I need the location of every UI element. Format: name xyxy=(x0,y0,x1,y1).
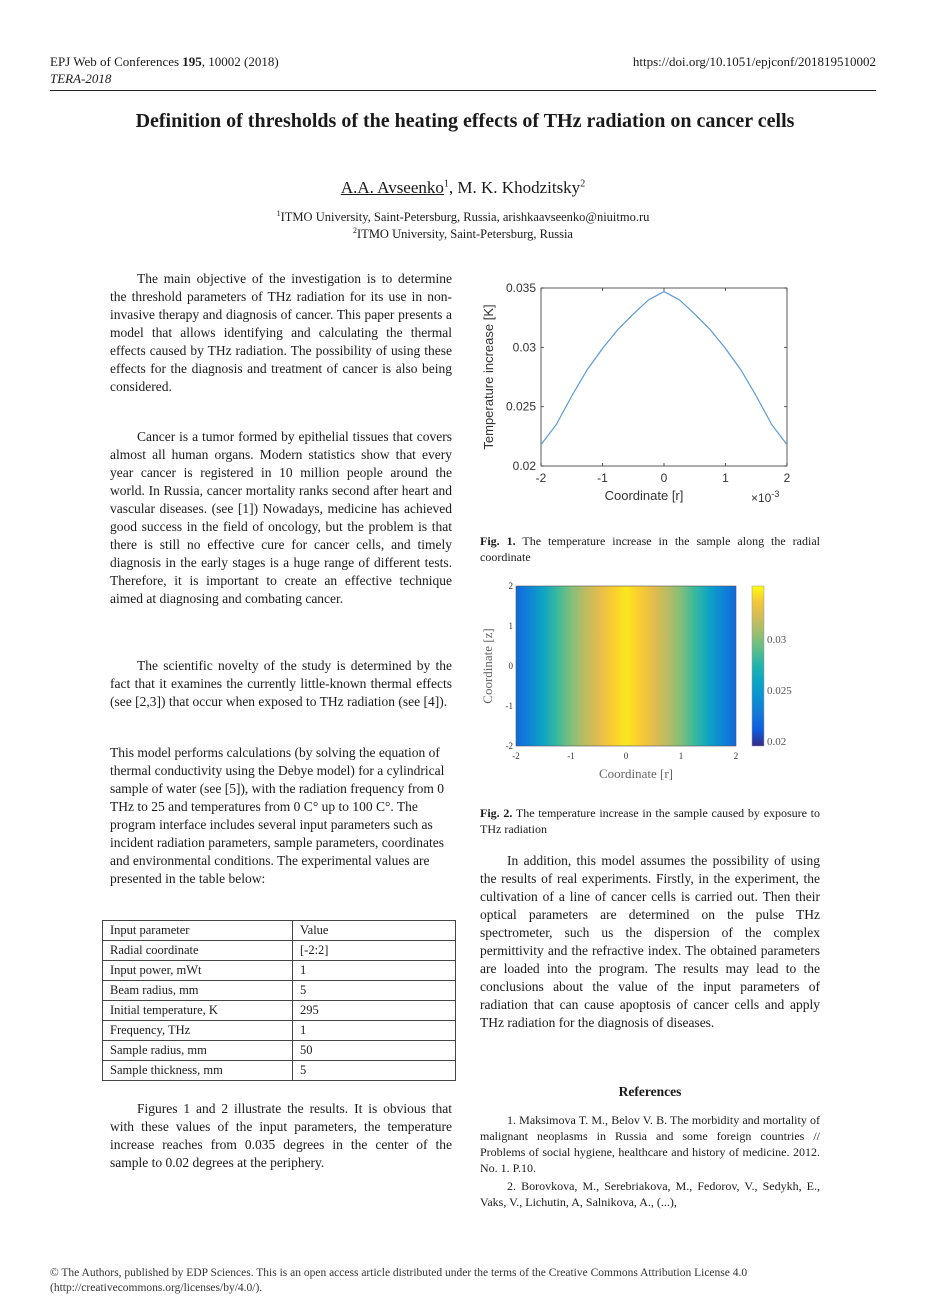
fig2-x-tick-label: 2 xyxy=(733,751,739,761)
fig1-x-multiplier xyxy=(751,489,779,505)
fig2-y-tick-label: 0 xyxy=(508,661,513,671)
fig1-axes-box xyxy=(541,288,787,466)
table-header-row xyxy=(103,921,456,941)
fig1-x-tick-label: 0 xyxy=(660,471,668,485)
fig1-y-axis-label: Temperature increase [K] xyxy=(481,304,496,450)
conference-name: TERA-2018 xyxy=(50,71,112,86)
table-cell: 5 xyxy=(293,1061,456,1081)
table-cell: 50 xyxy=(293,1041,456,1061)
table-cell: Initial temperature, K xyxy=(103,1001,293,1021)
license-footer: © The Authors, published by EDP Sciences. This is an open access article distributed under the terms of the Creative Commons Attribution License 4.0 (http://creativecommons.org/licenses/by/4.0/). xyxy=(50,1267,748,1294)
fig1-y-tick-label: 0.02 xyxy=(512,459,536,473)
fig2-y-tick-label: 2 xyxy=(508,581,513,591)
figure-2-caption xyxy=(480,805,820,837)
author-2-sup: 2 xyxy=(580,178,586,190)
table-cell: Sample thickness, mm xyxy=(103,1061,293,1081)
affiliation-1-sup: 1 xyxy=(276,209,281,218)
author-1-sup: 1 xyxy=(443,178,449,190)
figure-1-caption xyxy=(480,533,820,565)
fig1-y-tick-label: 0.025 xyxy=(505,399,536,414)
fig2-y-tick-label: -1 xyxy=(505,701,513,711)
fig1-x-tick-label: 1 xyxy=(722,471,729,485)
fig1-caption-label: Fig. 1. xyxy=(480,534,516,548)
fig1-caption-text: The temperature increase in the sample along the radial coordinate xyxy=(480,534,820,564)
fig2-x-tick-label: 1 xyxy=(678,751,684,761)
fig2-x-tick-label: -2 xyxy=(512,751,520,761)
fig1-multiplier-base: ×10 xyxy=(751,491,772,505)
fig2-y-tick-label: -2 xyxy=(505,741,513,751)
header-rule xyxy=(50,90,876,91)
table-row xyxy=(103,1061,456,1081)
journal-citation xyxy=(50,53,279,70)
affiliation-2 xyxy=(50,226,876,242)
table-cell: 1 xyxy=(293,961,456,981)
fig1-multiplier-exp: -3 xyxy=(771,489,780,499)
figure-2-heatmap xyxy=(478,578,818,783)
table-cell: 295 xyxy=(293,1001,456,1021)
fig1-plot-area xyxy=(506,281,791,485)
fig2-y-axis-label: Coordinate [z] xyxy=(480,628,495,704)
affiliation-1 xyxy=(50,209,876,225)
paragraph-cancer: Cancer is a tumor formed by epithelial tissues that covers almost all human organs. Modern statistics show that every year cancer is registered in 10 million people around the world. In Russia, cancer mortality ranks second after heart and vascular diseases. (see [1]) Nowadays, medicine has achieved good success in the field of oncology, but the problem is that there is still no effective cure for cancer cells, and timely diagnosis in the early stages is a huge range of different tests. Therefore, it is important to create an effective technique aimed at diagnosing and combating cancer. xyxy=(110,429,452,606)
author-1[interactable]: A.A. Avseenko xyxy=(340,178,444,197)
paper-title: Definition of thresholds of the heating effects of THz radiation on cancer cells xyxy=(135,110,795,132)
paragraph-model: This model performs calculations (by solving the equation of thermal conductivity using the Debye model) for a cylindrical sample of water (see [5]), with the radiation frequency from 0 THz to 25 and temperatures from 0 C° up to 100 C°. The program interface includes several input parameters such as incident radiation parameters, sample parameters, coordinates and environmental conditions. The experimental values are presented in the table below: xyxy=(110,745,445,886)
fig1-x-tick-label: -1 xyxy=(597,471,608,485)
affiliation-1-text: ITMO University, Saint-Petersburg, Russia, arishkaavseenko@niuitmo.ru xyxy=(280,210,650,225)
table-cell: 1 xyxy=(293,1021,456,1041)
author-2: , M. K. Khodzitsky xyxy=(448,178,581,197)
paragraph-novelty: The scientific novelty of the study is determined by the fact that it examines the currently little-known thermal effects (see [2,3]) that occur when exposed to THz radiation (see [4]). xyxy=(110,658,452,709)
fig1-y-tick-label: 0.035 xyxy=(505,281,536,295)
fig2-colorbar-label: 0.03 xyxy=(767,633,787,646)
paragraph-results: Figures 1 and 2 illustrate the results. It is obvious that with these values of the input parameters, the temperature increase reaches from 0.035 degrees in the center of the sample to 0.02 degrees at the periphery. xyxy=(110,1101,452,1170)
reference-item: 2. Borovkova, M., Serebriakova, M., Fedorov, V., Sedykh, E., Vaks, V., Lichutin, A, Salnikova, A., (...), xyxy=(480,1179,820,1209)
fig2-x-axis-label: Coordinate [r] xyxy=(598,766,674,781)
fig1-y-tick-label: 0.03 xyxy=(512,340,536,355)
affiliation-2-text: ITMO University, Saint-Petersburg, Russia xyxy=(357,227,573,242)
table-cell: 5 xyxy=(293,981,456,1001)
fig1-x-tick-label: 2 xyxy=(783,471,791,485)
table-row xyxy=(103,1021,456,1041)
fig2-caption-label: Fig. 2. xyxy=(480,806,513,820)
reference-item: 1. Maksimova T. M., Belov V. B. The morbidity and mortality of malignant neoplasms in Russia and some foreign countries // Problems of social hygiene, healthcare and history of medicine. 2012. No. 1. P.10. xyxy=(480,1113,820,1175)
table-row xyxy=(103,1041,456,1061)
fig2-heatmap-field xyxy=(516,586,736,746)
journal-name: EPJ Web of Conferences xyxy=(50,54,183,69)
fig2-colorbar-label: 0.025 xyxy=(767,684,792,697)
author-list xyxy=(50,178,876,198)
fig2-colorbar xyxy=(752,586,764,746)
table-cell: Input power, mWt xyxy=(103,961,293,981)
fig2-caption-text: The temperature increase in the sample caused by exposure to THz radiation xyxy=(480,806,821,836)
table-header-cell: Input parameter xyxy=(103,921,293,941)
table-row xyxy=(103,941,456,961)
table-row xyxy=(103,961,456,981)
paragraph-experiments: In addition, this model assumes the possibility of using the results of real experiments. Firstly, in the experiment, the cultivation of a line of cancer cells is carried out. Then their optical parameters are determined on the pulse THz spectrometer, such us the dispersion of the complex permittivity and the refractive index. The obtained parameters are loaded into the program. The results may lead to the conclusions about the value of the input parameters of radiation that can cause apoptosis of cancer cells and apply THz radiation for the diagnosis of diseases. xyxy=(480,853,820,1030)
table-cell: Frequency, THz xyxy=(103,1021,293,1041)
affiliation-2-sup: 2 xyxy=(353,226,358,235)
fig1-x-tick-label: -2 xyxy=(535,471,547,485)
journal-issue: , 10002 (2018) xyxy=(201,54,279,69)
journal-volume: 195 xyxy=(182,54,202,69)
table-row xyxy=(103,981,456,1001)
table-header-cell: Value xyxy=(293,921,456,941)
figure-1-line-chart xyxy=(478,276,818,516)
paragraph-abstract: The main objective of the investigation is to determine the threshold parameters of THz radiation for its use in non-invasive therapy and diagnosis of cancer. This paper presents a model that allows identifying and calculating the thermal effects caused by THz radiation. The possibility of using these effects for the diagnosis and treatment of cancer is also being considered. xyxy=(110,271,452,394)
fig1-x-axis-label: Coordinate [r] xyxy=(604,488,684,503)
input-parameters-table xyxy=(102,920,456,1081)
fig2-plot-area xyxy=(506,581,793,761)
table-cell: Sample radius, mm xyxy=(103,1041,293,1061)
doi-link[interactable]: https://doi.org/10.1051/epjconf/201819510002 xyxy=(632,54,876,69)
table-row xyxy=(103,1001,456,1021)
references-heading: References xyxy=(618,1084,682,1099)
table-cell: Radial coordinate xyxy=(103,941,293,961)
table-cell: Beam radius, mm xyxy=(103,981,293,1001)
table-cell: [-2:2] xyxy=(293,941,456,961)
fig2-colorbar-label: 0.02 xyxy=(767,735,787,748)
fig2-y-tick-label: 1 xyxy=(508,621,513,631)
fig2-x-tick-label: 0 xyxy=(623,751,629,761)
fig2-x-tick-label: -1 xyxy=(567,751,575,761)
